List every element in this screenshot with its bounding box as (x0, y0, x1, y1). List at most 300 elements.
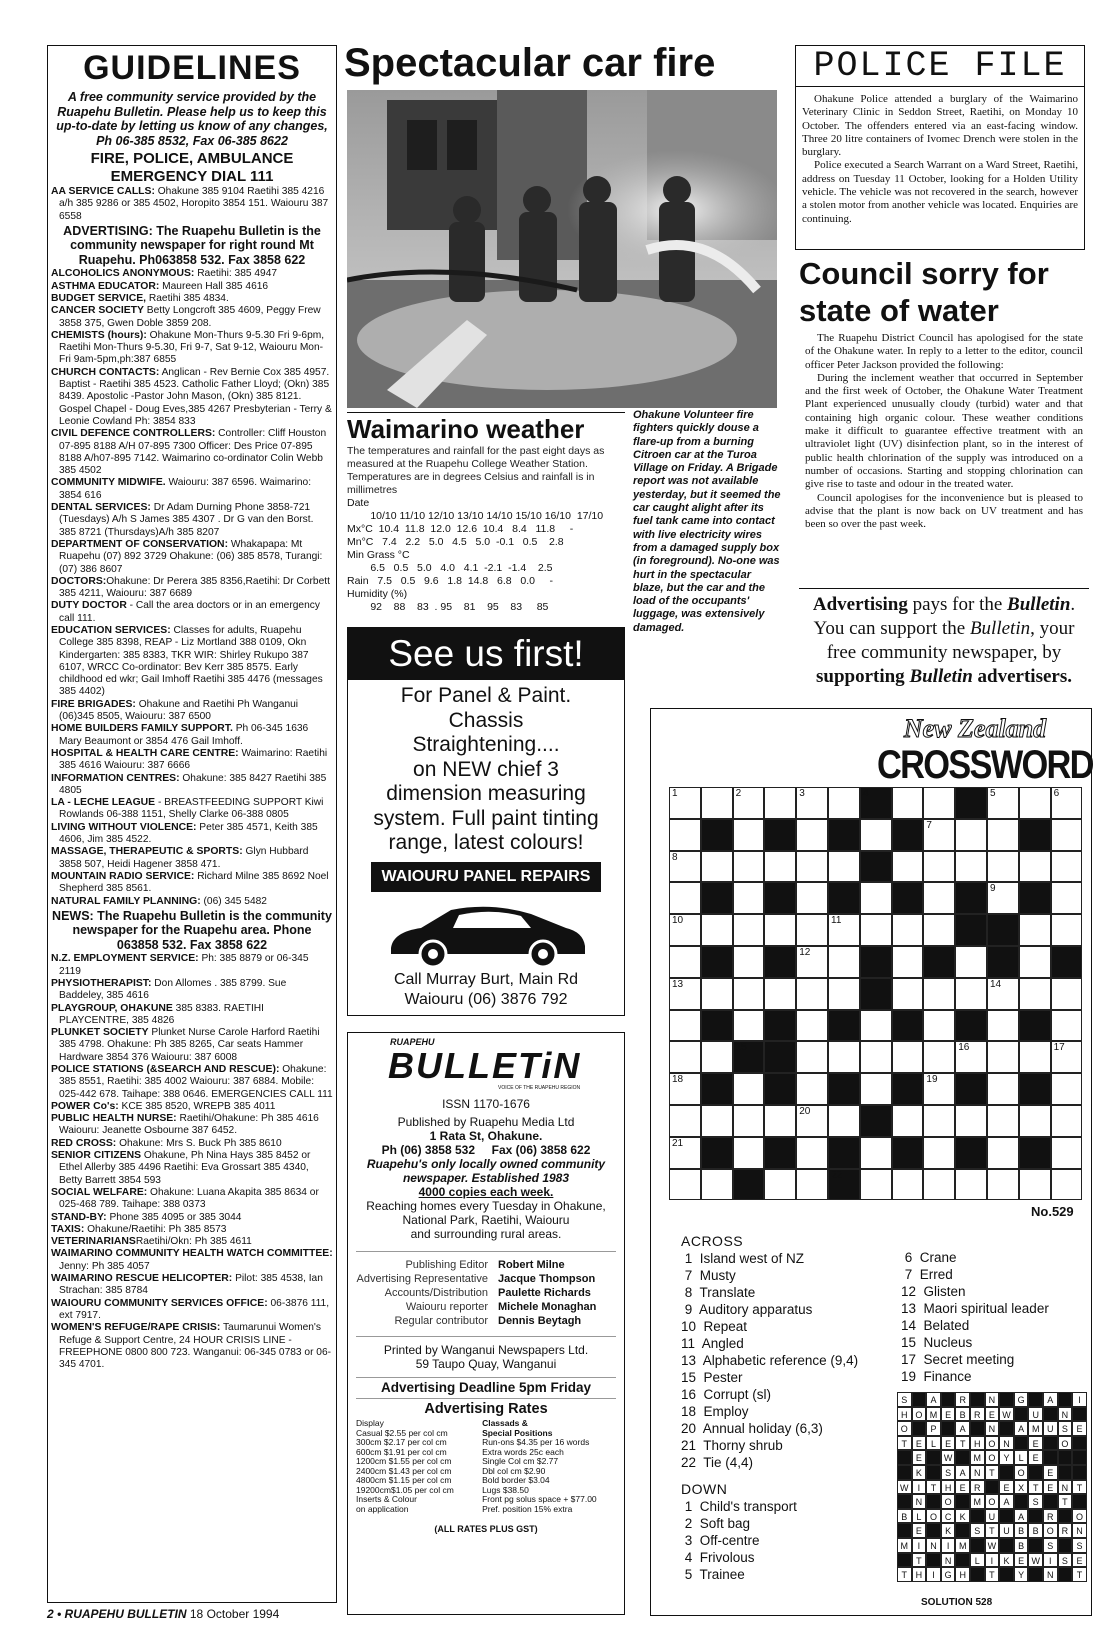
council-paragraph-1: The Ruapehu District Council has apologised for the state of the Ohakune water. In reply to a letter to the editor, council officer Peter Jackson provided the following: (805, 332, 1083, 371)
ad-deadline: Advertising Deadline 5pm Friday (380, 1380, 592, 1395)
guideline-entry-text: Raetihi 385 4834. (146, 292, 229, 304)
crossword-cell (828, 787, 860, 819)
crossword-cell (1051, 1169, 1083, 1201)
solution-cell: R (955, 1392, 970, 1407)
solution-cell (941, 1392, 956, 1407)
crossword-logo (861, 714, 1093, 793)
police-file-title: POLICE FILE (796, 46, 1084, 87)
rate-line: Bold border $3.04 (482, 1475, 550, 1485)
crossword-cell (892, 1137, 924, 1169)
adv-word-4: . You can support the (813, 594, 1076, 639)
guideline-entry-text: Controller: Cliff Houston 07-895 8188 A/H 07-895 7300 Officer: Des Price 07-895 8188 A/h07-895 7142. Waimarino co-ordinator Colin Webb 385 4502 (59, 428, 327, 477)
crossword-cell (669, 1010, 701, 1042)
solution-cell: N (912, 1494, 927, 1509)
staff-role: Accounts/Distribution (384, 1287, 488, 1299)
guideline-entry-heading: TAXIS: (51, 1223, 85, 1235)
staff-name: Jacque Thompson (498, 1273, 596, 1285)
crossword-cell (764, 1041, 796, 1073)
crossword-cell (796, 819, 828, 851)
solution-cell (926, 1553, 941, 1568)
solution-cell (1058, 1392, 1073, 1407)
crossword-cell (796, 851, 828, 883)
solution-cell: O (1014, 1465, 1029, 1480)
slogan-line-1: Ruapehu's only locally owned community (366, 1157, 606, 1171)
crossword-cell (987, 1105, 1019, 1137)
clue: 13 Maori spiritual leader (901, 1301, 1049, 1316)
crossword-logo-top: New Zealand (903, 714, 1047, 743)
rates-table (348, 1419, 624, 1514)
solution-cell: O (941, 1494, 956, 1509)
solution-cell (955, 1523, 970, 1538)
crossword-cell (733, 851, 765, 883)
solution-cell: N (941, 1553, 956, 1568)
crossword-cell (987, 819, 1019, 851)
down-list (681, 1498, 858, 1583)
guideline-entry-heading: DENTAL SERVICES: (51, 502, 151, 514)
solution-cell: M (897, 1538, 912, 1553)
solution-cell: W (999, 1407, 1014, 1422)
clue: 13 Alphabetic reference (9,4) (681, 1353, 859, 1368)
emergency-heading (51, 150, 333, 186)
cell-number: 5 (990, 788, 996, 799)
weather-row: Mx°C 10.4 11.8 12.0 12.6 10.4 8.4 11.8 - (347, 523, 574, 535)
crossword-cell (860, 914, 892, 946)
guideline-entry (51, 978, 333, 1003)
solution-cell (955, 1553, 970, 1568)
crossword-cell (669, 946, 701, 978)
guideline-entry (51, 797, 333, 822)
solution-cell: S (1072, 1538, 1087, 1553)
crossword-cell (923, 1137, 955, 1169)
guideline-entry-text: Maureen Hall 385 4616 (159, 280, 269, 292)
solution-cell: H (912, 1567, 927, 1582)
guideline-entry-heading: DUTY DOCTOR (51, 600, 127, 612)
rates-left-list (356, 1429, 482, 1515)
solution-cell: B (1014, 1523, 1029, 1538)
publisher-phone: Ph (06) 3858 532 Fax (06) 3858 622 (381, 1143, 591, 1157)
solution-cell (897, 1450, 912, 1465)
staff-name: Michele Monaghan (498, 1301, 597, 1313)
solution-cell (1072, 1436, 1087, 1451)
solution-cell: U (1028, 1407, 1043, 1422)
crossword-cell (860, 1041, 892, 1073)
solution-cell: E (912, 1450, 927, 1465)
solution-cell: S (1028, 1494, 1043, 1509)
solution-cell: T (897, 1436, 912, 1451)
cell-number: 10 (672, 915, 684, 927)
solution-cell: E (985, 1407, 1000, 1422)
solution-cell: N (1043, 1567, 1058, 1582)
crossword-cell (923, 1010, 955, 1042)
solution-cell: A (955, 1421, 970, 1436)
solution-cell: E (1014, 1553, 1029, 1568)
solution-cell: R (970, 1407, 985, 1422)
rates-title: Advertising Rates (424, 1401, 548, 1417)
solution-cell (1058, 1538, 1073, 1553)
solution-cell: M (926, 1407, 941, 1422)
guideline-entry-heading: HOSPITAL & HEALTH CARE CENTRE: (51, 747, 239, 759)
solution-cell (1043, 1494, 1058, 1509)
reach-line-1: Reaching homes every Tuesday in Ohakune, (366, 1199, 606, 1213)
solution-cell: H (970, 1436, 985, 1451)
crossword-cell (1051, 1105, 1083, 1137)
cell-number: 18 (672, 1074, 684, 1086)
crossword-cell (796, 1169, 828, 1201)
crossword-cell (987, 1073, 1019, 1105)
crossword-cell (764, 1169, 796, 1201)
crossword-cell (733, 978, 765, 1010)
guideline-entry (51, 428, 333, 477)
crossword-cell (796, 1010, 828, 1042)
guideline-entry-text: Pilot: 385 4538, Ian Strachan: 385 8784 (59, 1273, 323, 1297)
guideline-list-c (51, 953, 333, 1371)
crossword-cell (796, 1105, 828, 1137)
guideline-entry-text: Betty Longcroft 385 4609, Peggy Frew 3858 375, Gwen Doble 3859 208. (59, 305, 321, 329)
crossword-cell (764, 819, 796, 851)
weather-row: Min Grass °C (347, 549, 410, 561)
crossword-cell (860, 882, 892, 914)
solution-cell: A (1043, 1392, 1058, 1407)
adv-word-1: Advertising (812, 594, 908, 615)
crossword-cell (828, 851, 860, 883)
slogan-line-2: newspaper. Established 1983 (402, 1171, 570, 1185)
solution-cell: E (1043, 1480, 1058, 1495)
crossword-cell (892, 1105, 924, 1137)
guideline-entry-text: Waiouru: 387 6596. Waimarino: 3854 616 (59, 477, 312, 501)
guideline-entry (51, 625, 333, 699)
guideline-entry-text: Ohakune Mon-Thurs 9-5.30 Fri 9-6pm, Raetihi Mon-Thurs 9-5.30, Fri 9-7, Sat 9-12, Waiouru Mon-Fri 9am-5pm,ph:387 6855 (59, 329, 325, 366)
solution-cell (897, 1465, 912, 1480)
ad-body-line: range, latest colours! (388, 831, 584, 854)
crossword-cell (955, 1105, 987, 1137)
guideline-entry-heading: BUDGET SERVICE, (51, 292, 147, 304)
crossword-cell (733, 882, 765, 914)
crossword-cell (828, 946, 860, 978)
clue: 2 Soft bag (681, 1516, 751, 1531)
solution-cell (1058, 1450, 1073, 1465)
photo-caption: Ohakune Volunteer fire fighters quickly douse a flare-up from a burning Citroen car at the Turoa Village on Friday. A Brigade report was not available yesterday, but it seemed the car caught alight after its fuel tank came into contact with live electricity wires from a damaged supply box (in foreground). No-one was hurt in the spectacular blaze, but the car and the load of the occupants' luggage, was extensively damaged. (633, 409, 781, 634)
solution-cell: E (1072, 1553, 1087, 1568)
solution-cell: O (1043, 1523, 1058, 1538)
solution-cell: L (970, 1553, 985, 1568)
solution-cell: S (897, 1392, 912, 1407)
clue: 17 Secret meeting (901, 1352, 1015, 1367)
guideline-entry-heading: PLUNKET SOCIETY (51, 1027, 149, 1039)
guideline-entry-heading: CANCER SOCIETY (51, 305, 144, 317)
staff-row (348, 1300, 624, 1314)
solution-cell (1043, 1407, 1058, 1422)
cell-number: 20 (799, 1106, 811, 1117)
crossword-cell (955, 819, 987, 851)
weather-row: 92 88 83 . 95 81 95 83 85 (347, 601, 549, 613)
cell-number: 12 (799, 947, 811, 958)
footer-title: 2 • RUAPEHU BULLETIN (47, 1607, 187, 1621)
adv-word-8: Bulletin (909, 666, 973, 687)
guideline-entry-text: Ph: 385 8879 or 06-345 2119 (59, 953, 309, 977)
guideline-entry (51, 1027, 333, 1064)
solution-cell (1014, 1436, 1029, 1451)
guideline-entry-text: Ohakune and Raetihi Ph Wanganui (06)345 8505, Waiouru: 387 6500 (59, 698, 299, 723)
solution-cell: T (985, 1465, 1000, 1480)
crossword-cell (669, 1169, 701, 1201)
crossword-cell (860, 946, 892, 978)
guideline-entry-text: Don Allomes . 385 8799. Sue Baddeley, 385 4616 (59, 977, 287, 1002)
solution-cell: N (1058, 1480, 1073, 1495)
guideline-entry (51, 699, 333, 724)
solution-cell: R (970, 1480, 985, 1495)
crossword-cell (764, 1010, 796, 1042)
ad-body (348, 680, 624, 856)
council-headline: Council sorry for state of water (799, 256, 1049, 328)
crossword-cell (701, 819, 733, 851)
clue: 1 Child's transport (681, 1499, 797, 1514)
solution-cell: O (985, 1436, 1000, 1451)
solution-cell: B (1028, 1523, 1043, 1538)
crossword-cell (701, 1010, 733, 1042)
bulletin-logo: BULLETiN (388, 1045, 582, 1086)
guideline-entry (51, 1138, 333, 1150)
ad-contact-line-1: Call Murray Burt, Main Rd (393, 970, 579, 988)
crossword-cell (828, 1041, 860, 1073)
solution-cell (1028, 1567, 1043, 1582)
crossword-cell (987, 1137, 1019, 1169)
rate-line: Pref. position 15% extra (482, 1503, 573, 1514)
weather-title: Waimarino weather (347, 412, 625, 445)
crossword-cell (701, 978, 733, 1010)
guideline-entry (51, 896, 333, 908)
crossword-cell (987, 978, 1019, 1010)
crossword-cell (1019, 1105, 1051, 1137)
guideline-list-a (51, 186, 333, 223)
crossword-cell (733, 1073, 765, 1105)
cell-number: 9 (990, 883, 996, 895)
guideline-entry-text: Ohakune: 385 8551, Raetihi: 385 4002 Waiouru: 387 6884. Mobile: 025-442 678. Taihape: 388 0646. EMERGENCIES CALL 111 (59, 1064, 333, 1100)
solution-cell: G (941, 1567, 956, 1582)
advertising-notice: ADVERTISING: The Ruapehu Bulletin is the community newspaper for right round Mt Ruapehu. Ph063858 532. Fax 3858 622 (63, 223, 321, 267)
rate-line: Extra words 25c each (482, 1446, 564, 1457)
crossword-cell (764, 851, 796, 883)
emergency-line-1: FIRE, POLICE, AMBULANCE (90, 150, 294, 167)
cell-number: 11 (831, 915, 842, 927)
crossword-cell (1019, 787, 1051, 819)
solution-cell (1028, 1538, 1043, 1553)
crossword-number: No.529 (1031, 1204, 1074, 1219)
crossword-cell (987, 882, 1019, 914)
rate-line: Lugs $38.50 (482, 1484, 529, 1495)
car-illustration (348, 898, 624, 970)
guideline-entry-text: Ohakune 385 9104 Raetihi 385 4216 a/h 385 9286 or 385 4502, Horopito 3854 151. Waiouru 387 6558 (59, 186, 329, 222)
clue: 18 Employ (681, 1404, 749, 1419)
staff-row (348, 1272, 624, 1286)
cell-number: 2 (735, 788, 742, 799)
solution-cell (999, 1509, 1014, 1524)
solution-cell (999, 1567, 1014, 1582)
crossword-cell (669, 1041, 701, 1073)
solution-cell: I (912, 1480, 927, 1495)
solution-cell: T (1072, 1480, 1087, 1495)
solution-cell (970, 1567, 985, 1582)
solution-cell: E (941, 1407, 956, 1422)
crossword-cell (764, 882, 796, 914)
guideline-entry-heading: SOCIAL WELFARE: (51, 1186, 148, 1198)
crossword-cell (1019, 851, 1051, 883)
guideline-entry-heading: INFORMATION CENTRES: (51, 772, 180, 784)
guideline-entry (51, 281, 333, 293)
crossword-cell (923, 914, 955, 946)
council-paragraph-2: During the inclement weather that occurred in September and the first week of October, the Ohakune Water Treatment Plant experienced unusually cloudy (turbid) water and that containing high organic colour. These weather conditions make it difficult to guarantee effective treatment with an ultraviolet light (UV) disinfection plant, so in the interest of public health chlorination of the supply was introduced on a number of occasions. Starting and stopping chlorination can give rise to taste and odour in the treated water. (805, 371, 1083, 491)
solution-cell (1028, 1509, 1043, 1524)
solution-cell (926, 1494, 941, 1509)
solution-cell: I (926, 1567, 941, 1582)
crossword-cell (764, 978, 796, 1010)
solution-cell: E (912, 1436, 927, 1451)
guideline-entry (51, 305, 333, 330)
solution-cell: T (1028, 1480, 1043, 1495)
guideline-entry-heading: AA SERVICE CALLS: (51, 186, 155, 197)
crossword-cell (701, 1137, 733, 1169)
guideline-entry (51, 1113, 333, 1138)
porsche-icon (381, 898, 591, 970)
staff-name: Dennis Beytagh (498, 1315, 582, 1327)
guideline-entry (51, 576, 333, 601)
crossword-cell (701, 946, 733, 978)
solution-cell (999, 1538, 1014, 1553)
solution-cell: W (985, 1538, 1000, 1553)
solution-cell (1072, 1407, 1087, 1422)
rate-line: Dbl col cm $2.90 (482, 1465, 546, 1476)
crossword-cell (923, 819, 955, 851)
guideline-entry (51, 1248, 333, 1273)
solution-cell: G (1014, 1392, 1029, 1407)
crossword-cell (892, 1041, 924, 1073)
staff-row (348, 1286, 624, 1300)
solution-cell (1058, 1567, 1073, 1582)
solution-cell: O (1072, 1509, 1087, 1524)
car-fire-headline: Spectacular car fire (344, 41, 716, 85)
rates-gst: (ALL RATES PLUS GST) (434, 1524, 538, 1534)
cell-number: 22 (831, 1169, 843, 1181)
crossword-cell (1051, 914, 1083, 946)
crossword-cell (733, 1105, 765, 1137)
crossword-cell (701, 787, 733, 819)
guideline-entry (51, 723, 333, 748)
solution-cell: S (1043, 1538, 1058, 1553)
guideline-entry-heading: STAND-BY: (51, 1211, 107, 1223)
solution-cell (970, 1538, 985, 1553)
guideline-entry-heading: EDUCATION SERVICES: (51, 625, 171, 636)
crossword-cell (955, 914, 987, 946)
crossword-cell (955, 1073, 987, 1105)
cell-number: 6 (1053, 788, 1060, 799)
solution-cell (1028, 1392, 1043, 1407)
crossword-cell (955, 1041, 987, 1073)
cell-number: 13 (672, 978, 684, 990)
crossword-cell (764, 1073, 796, 1105)
guideline-entry-text: Ohakune: 385 8427 Raetihi 385 4805 (59, 772, 327, 796)
weather-row: 10/10 11/10 12/10 13/10 14/10 15/10 16/10 17/10 (347, 510, 604, 522)
solution-cell: N (1072, 1523, 1087, 1538)
down-list-2 (901, 1249, 1049, 1385)
crossword-cell (733, 1137, 765, 1169)
clue: 6 Crane (901, 1250, 957, 1265)
crossword-cell (892, 882, 924, 914)
guideline-entry-heading: VETERINARIANS (51, 1236, 136, 1248)
crossword-cell (987, 946, 1019, 978)
solution-cell: W (897, 1480, 912, 1495)
weather-row: Humidity (%) (347, 588, 408, 600)
solution-cell: H (897, 1407, 912, 1422)
guideline-entry (51, 1150, 333, 1187)
crossword-cell (987, 914, 1019, 946)
guideline-entry-heading: LA - LECHE LEAGUE (51, 797, 156, 809)
solution-cell: T (1058, 1494, 1073, 1509)
guideline-entry-text: 385 8383. RAETIHI PLAYCENTRE, 385 4826 (59, 1002, 264, 1026)
crossword-cell (860, 978, 892, 1010)
copies: 4000 copies each week. (418, 1185, 554, 1199)
crossword-cell (892, 914, 924, 946)
guideline-entry-text: Raetihi/Okn: Ph 385 4611 (135, 1236, 252, 1248)
clue: 5 Trainee (681, 1567, 745, 1582)
guideline-entry (51, 268, 333, 280)
guideline-entry-text: Plunket Nurse Carole Harford Raetihi 385 4798. Ohakune: Ph 385 8265, Car seats Hammer Hardware 3854 376 Waiouru: 387 6008 (59, 1027, 320, 1063)
clue: 19 Finance (901, 1369, 972, 1384)
publisher: Published by Ruapehu Media Ltd (397, 1115, 575, 1129)
solution-cell: X (1014, 1480, 1029, 1495)
weather-row: Mn°C 7.4 2.2 5.0 4.5 5.0 -0.1 0.5 2.8 (347, 536, 564, 548)
clue: 15 Pester (681, 1370, 743, 1385)
solution-cell (970, 1392, 985, 1407)
crossword-cell (1019, 1137, 1051, 1169)
clue: 7 Musty (681, 1268, 736, 1283)
guideline-entry-heading: WAIOURU COMMUNITY SERVICES OFFICE: (51, 1297, 268, 1309)
solution-cell: C (941, 1509, 956, 1524)
solution-cell: T (985, 1567, 1000, 1582)
solution-cell: L (926, 1436, 941, 1451)
rate-line: 300cm $2.17 per col cm (356, 1437, 447, 1447)
crossword-cell (923, 1105, 955, 1137)
crossword-cell (1051, 1041, 1083, 1073)
solution-cell: N (985, 1392, 1000, 1407)
crossword-cell (1051, 882, 1083, 914)
crossword-cell (1051, 978, 1083, 1010)
staff-role: Regular contributor (394, 1315, 488, 1327)
solution-cell (1072, 1465, 1087, 1480)
crossword-cell (860, 1169, 892, 1201)
solution-cell (985, 1480, 1000, 1495)
clue: 16 Corrupt (sl) (681, 1387, 772, 1402)
guideline-entry-heading: CHEMISTS (hours): (51, 329, 147, 341)
weather-table (347, 497, 625, 614)
crossword-cell (1019, 1041, 1051, 1073)
staff-name: Paulette Richards (498, 1287, 591, 1299)
guideline-entry-heading: CIVIL DEFENCE CONTROLLERS: (51, 428, 216, 440)
guideline-entry-text: Ohakune/Raetihi: Ph 385 8573 (84, 1223, 227, 1235)
crossword-cell (828, 819, 860, 851)
crossword-cell (923, 851, 955, 883)
guideline-entry-text: KCE 385 8520, WREPB 385 4011 (118, 1100, 276, 1112)
crossword-cell (955, 946, 987, 978)
crossword-cell (892, 787, 924, 819)
solution-cell (970, 1421, 985, 1436)
guideline-entry-text: Richard Milne 385 8692 Noel Shepherd 385 8561. (59, 870, 329, 895)
crossword-cell (828, 978, 860, 1010)
guideline-entry (51, 367, 333, 428)
publisher-address: 1 Rata St, Ohakune. (429, 1129, 543, 1143)
panel-repairs-ad (347, 627, 625, 1016)
guideline-entry-text: Dr Adam Durning Phone 3858-721 (Tuesdays) A/h S James 385 4307 . Dr G van den Borst. 385 8721 (Thursdays)A/h 385 8207 (59, 502, 314, 538)
crossword-cell (1019, 1073, 1051, 1105)
clue: 9 Auditory apparatus (681, 1302, 813, 1317)
